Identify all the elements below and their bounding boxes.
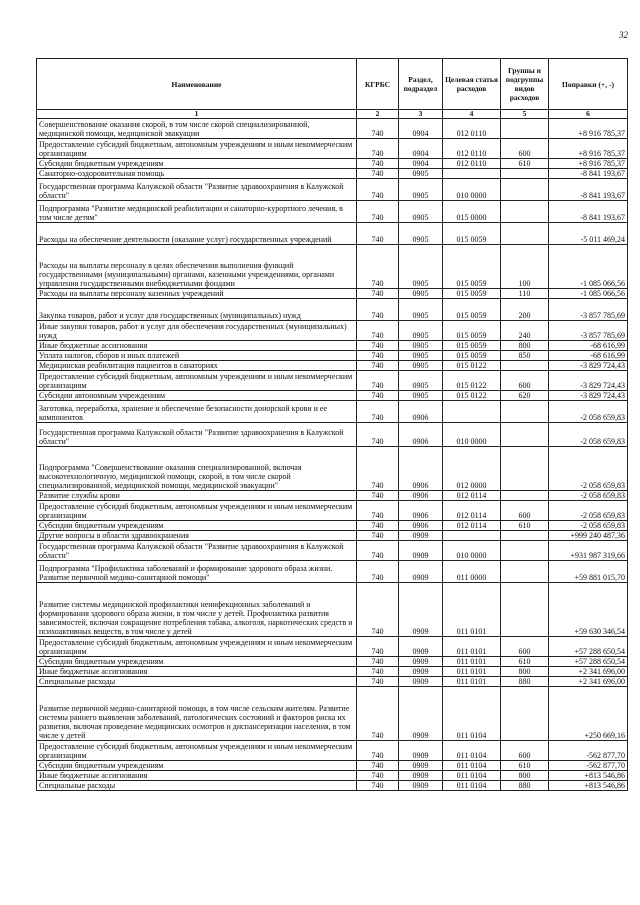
row-name-cell: Иные бюджетные ассигнования <box>37 341 357 351</box>
row-section-cell: 0905 <box>399 289 443 299</box>
row-kgrbs-cell: 740 <box>357 159 399 169</box>
row-target-article-cell: 015 0059 <box>443 223 501 245</box>
table-row <box>37 761 628 771</box>
row-expense-type-cell: 600 <box>501 139 549 159</box>
row-kgrbs-cell: 740 <box>357 341 399 351</box>
row-section-cell: 0905 <box>399 201 443 223</box>
row-target-article-cell: 015 0059 <box>443 245 501 289</box>
row-amendment-cell: +8 916 785,37 <box>549 119 628 139</box>
table-row <box>37 677 628 687</box>
table-body <box>37 119 628 791</box>
row-target-article-cell: 012 0110 <box>443 139 501 159</box>
row-target-article-cell: 011 0101 <box>443 667 501 677</box>
table-row <box>37 561 628 583</box>
row-name-cell: Заготовка, переработка, хранение и обеспечение безопасности донорской крови и ее компонентов <box>37 401 357 423</box>
row-kgrbs-cell: 740 <box>357 491 399 501</box>
row-name-cell: Закупка товаров, работ и услуг для государственных (муниципальных) нужд <box>37 299 357 321</box>
row-target-article-cell: 011 0104 <box>443 761 501 771</box>
row-name-cell: Предоставление субсидий бюджетным, автономным учреждениям и иным некоммерческим организациям <box>37 501 357 521</box>
row-expense-type-cell: 610 <box>501 521 549 531</box>
row-name-cell: Расходы на выплаты персоналу в целях обеспечения выполнения функций государственными (муниципальными) органами, казенными учреждениями, органами управления государственными внебюджетными фондами <box>37 245 357 289</box>
row-amendment-cell: -68 616,99 <box>549 341 628 351</box>
row-section-cell: 0909 <box>399 657 443 667</box>
row-kgrbs-cell: 740 <box>357 541 399 561</box>
row-name-cell: Предоставление субсидий бюджетным, автономным учреждениям и иным некоммерческим организациям <box>37 637 357 657</box>
row-target-article-cell: 010 0000 <box>443 179 501 201</box>
row-target-article-cell: 015 0059 <box>443 341 501 351</box>
row-section-cell: 0904 <box>399 139 443 159</box>
row-kgrbs-cell: 740 <box>357 371 399 391</box>
row-section-cell: 0909 <box>399 667 443 677</box>
table-row <box>37 687 628 741</box>
row-expense-type-cell <box>501 169 549 179</box>
row-target-article-cell: 010 0000 <box>443 423 501 447</box>
table-row <box>37 741 628 761</box>
row-expense-type-cell: 620 <box>501 391 549 401</box>
row-kgrbs-cell: 740 <box>357 423 399 447</box>
row-target-article-cell: 011 0104 <box>443 741 501 761</box>
row-kgrbs-cell: 740 <box>357 321 399 341</box>
row-section-cell: 0905 <box>399 223 443 245</box>
row-expense-type-cell: 200 <box>501 299 549 321</box>
row-expense-type-cell <box>501 401 549 423</box>
row-kgrbs-cell: 740 <box>357 761 399 771</box>
row-amendment-cell: -1 085 066,56 <box>549 289 628 299</box>
row-amendment-cell: -3 857 785,69 <box>549 299 628 321</box>
row-kgrbs-cell: 740 <box>357 201 399 223</box>
row-kgrbs-cell: 740 <box>357 289 399 299</box>
row-section-cell: 0906 <box>399 423 443 447</box>
row-name-cell: Специальные расходы <box>37 781 357 791</box>
row-expense-type-cell <box>501 447 549 491</box>
row-section-cell: 0909 <box>399 741 443 761</box>
row-kgrbs-cell: 740 <box>357 531 399 541</box>
row-name-cell: Предоставление субсидий бюджетным, автономным учреждениям и иным некоммерческим организациям <box>37 371 357 391</box>
row-section-cell: 0905 <box>399 169 443 179</box>
table-row <box>37 423 628 447</box>
row-expense-type-cell: 610 <box>501 657 549 667</box>
table-row <box>37 321 628 341</box>
row-amendment-cell: -2 058 659,83 <box>549 401 628 423</box>
table-row <box>37 447 628 491</box>
row-target-article-cell: 012 0110 <box>443 119 501 139</box>
row-amendment-cell: -3 829 724,43 <box>549 371 628 391</box>
row-kgrbs-cell: 740 <box>357 771 399 781</box>
row-section-cell: 0909 <box>399 541 443 561</box>
row-name-cell: Совершенствование оказания скорой, в том числе скорой специализированной, медицинской помощи, медицинской эвакуации <box>37 119 357 139</box>
row-amendment-cell: -3 829 724,43 <box>549 391 628 401</box>
row-target-article-cell: 012 0114 <box>443 521 501 531</box>
row-kgrbs-cell: 740 <box>357 781 399 791</box>
row-amendment-cell: +813 546,86 <box>549 771 628 781</box>
column-number: 3 <box>399 110 443 119</box>
row-kgrbs-cell: 740 <box>357 223 399 245</box>
table-row <box>37 771 628 781</box>
table-row <box>37 637 628 657</box>
row-kgrbs-cell: 740 <box>357 401 399 423</box>
budget-table <box>36 58 628 791</box>
row-amendment-cell: +8 916 785,37 <box>549 159 628 169</box>
row-section-cell: 0905 <box>399 371 443 391</box>
row-section-cell: 0905 <box>399 351 443 361</box>
column-number: 5 <box>501 110 549 119</box>
row-amendment-cell: +2 341 696,00 <box>549 667 628 677</box>
row-target-article-cell: 011 0104 <box>443 781 501 791</box>
row-expense-type-cell: 850 <box>501 351 549 361</box>
table-row <box>37 501 628 521</box>
row-name-cell: Государственная программа Калужской области "Развитие здравоохранения в Калужской области" <box>37 423 357 447</box>
row-target-article-cell: 012 0000 <box>443 447 501 491</box>
table-row <box>37 491 628 501</box>
row-name-cell: Подпрограмма "Совершенствование оказания специализированной, включая высокотехнологичную, медицинской помощи, скорой, в том числе скорой специализированной, медицинской помощи, медицинской эвакуации" <box>37 447 357 491</box>
row-kgrbs-cell: 740 <box>357 447 399 491</box>
row-expense-type-cell <box>501 531 549 541</box>
row-expense-type-cell: 600 <box>501 371 549 391</box>
row-kgrbs-cell: 740 <box>357 687 399 741</box>
row-section-cell: 0905 <box>399 179 443 201</box>
row-expense-type-cell: 610 <box>501 761 549 771</box>
row-target-article-cell: 015 0059 <box>443 321 501 341</box>
column-number-row <box>37 110 628 119</box>
table-row <box>37 179 628 201</box>
row-name-cell: Расходы на обеспечение деятельности (оказание услуг) государственных учреждений <box>37 223 357 245</box>
row-name-cell: Субсидии бюджетным учреждениям <box>37 761 357 771</box>
row-name-cell: Развитие первичной медико-санитарной помощи, в том числе сельским жителям. Развитие системы раннего выявления заболеваний, патологических состояний и факторов риска их развития, включая проведение медицинских осмотров и диспансеризации населения, в том числе у детей <box>37 687 357 741</box>
row-section-cell: 0909 <box>399 771 443 781</box>
row-kgrbs-cell: 740 <box>357 667 399 677</box>
row-expense-type-cell <box>501 119 549 139</box>
row-target-article-cell: 010 0000 <box>443 541 501 561</box>
row-kgrbs-cell: 740 <box>357 169 399 179</box>
row-amendment-cell: -5 011 469,24 <box>549 223 628 245</box>
row-target-article-cell: 015 0122 <box>443 391 501 401</box>
row-expense-type-cell <box>501 687 549 741</box>
row-name-cell: Иные закупки товаров, работ и услуг для обеспечения государственных (муниципальных) нужд <box>37 321 357 341</box>
column-number: 4 <box>443 110 501 119</box>
row-amendment-cell: -562 877,70 <box>549 741 628 761</box>
row-name-cell: Государственная программа Калужской области "Развитие здравоохранения в Калужской области" <box>37 179 357 201</box>
table-row <box>37 667 628 677</box>
row-target-article-cell: 015 0000 <box>443 201 501 223</box>
row-expense-type-cell <box>501 541 549 561</box>
table-row <box>37 341 628 351</box>
row-section-cell: 0909 <box>399 677 443 687</box>
row-kgrbs-cell: 740 <box>357 637 399 657</box>
row-target-article-cell: 011 0101 <box>443 583 501 637</box>
row-section-cell: 0905 <box>399 321 443 341</box>
row-amendment-cell: -68 616,99 <box>549 351 628 361</box>
row-expense-type-cell <box>501 583 549 637</box>
header-name: Наименование <box>37 59 357 110</box>
row-name-cell: Расходы на выплаты персоналу казенных учреждений <box>37 289 357 299</box>
row-kgrbs-cell: 740 <box>357 521 399 531</box>
row-kgrbs-cell: 740 <box>357 179 399 201</box>
table-row <box>37 119 628 139</box>
row-amendment-cell: -2 058 659,83 <box>549 447 628 491</box>
page-number: 32 <box>619 30 628 40</box>
row-amendment-cell: -2 058 659,83 <box>549 423 628 447</box>
row-expense-type-cell: 880 <box>501 677 549 687</box>
row-name-cell: Иные бюджетные ассигнования <box>37 771 357 781</box>
row-expense-type-cell <box>501 179 549 201</box>
row-section-cell: 0905 <box>399 361 443 371</box>
row-section-cell: 0905 <box>399 299 443 321</box>
row-section-cell: 0909 <box>399 583 443 637</box>
table-row <box>37 583 628 637</box>
row-expense-type-cell: 800 <box>501 341 549 351</box>
row-amendment-cell: -2 058 659,83 <box>549 521 628 531</box>
row-amendment-cell: +57 288 650,54 <box>549 657 628 667</box>
table-row <box>37 391 628 401</box>
table-row <box>37 139 628 159</box>
table-row <box>37 361 628 371</box>
row-kgrbs-cell: 740 <box>357 299 399 321</box>
row-section-cell: 0905 <box>399 245 443 289</box>
table-row <box>37 351 628 361</box>
row-target-article-cell: 015 0059 <box>443 289 501 299</box>
row-kgrbs-cell: 740 <box>357 677 399 687</box>
row-kgrbs-cell: 740 <box>357 351 399 361</box>
row-target-article-cell: 015 0059 <box>443 351 501 361</box>
row-expense-type-cell <box>501 223 549 245</box>
row-kgrbs-cell: 740 <box>357 583 399 637</box>
row-target-article-cell: 011 0101 <box>443 677 501 687</box>
row-target-article-cell: 012 0110 <box>443 159 501 169</box>
row-expense-type-cell: 800 <box>501 771 549 781</box>
header-section: Раздел, подраздел <box>399 59 443 110</box>
row-amendment-cell: +59 630 346,54 <box>549 583 628 637</box>
row-expense-type-cell: 100 <box>501 245 549 289</box>
row-amendment-cell: +8 916 785,37 <box>549 139 628 159</box>
row-section-cell: 0904 <box>399 119 443 139</box>
table-row <box>37 289 628 299</box>
row-section-cell: 0906 <box>399 491 443 501</box>
row-kgrbs-cell: 740 <box>357 361 399 371</box>
row-kgrbs-cell: 740 <box>357 501 399 521</box>
row-target-article-cell: 011 0104 <box>443 771 501 781</box>
row-section-cell: 0909 <box>399 531 443 541</box>
row-name-cell: Специальные расходы <box>37 677 357 687</box>
row-kgrbs-cell: 740 <box>357 245 399 289</box>
row-name-cell: Подпрограмма "Профилактика заболеваний и формирование здорового образа жизни. Развитие первичной медико-санитарной помощи" <box>37 561 357 583</box>
row-name-cell: Государственная программа Калужской области "Развитие здравоохранения в Калужской области" <box>37 541 357 561</box>
row-expense-type-cell <box>501 361 549 371</box>
row-amendment-cell: -562 877,70 <box>549 761 628 771</box>
row-kgrbs-cell: 740 <box>357 561 399 583</box>
row-section-cell: 0909 <box>399 781 443 791</box>
row-amendment-cell: -2 058 659,83 <box>549 491 628 501</box>
table-row <box>37 159 628 169</box>
row-expense-type-cell: 610 <box>501 159 549 169</box>
row-name-cell: Другие вопросы в области здравоохранения <box>37 531 357 541</box>
row-target-article-cell <box>443 169 501 179</box>
row-kgrbs-cell: 740 <box>357 139 399 159</box>
row-expense-type-cell <box>501 423 549 447</box>
header-expense-type: Группы и подгруппы видов расходов <box>501 59 549 110</box>
header-kgrbs: КГРБС <box>357 59 399 110</box>
row-name-cell: Развитие службы крови <box>37 491 357 501</box>
row-target-article-cell: 011 0000 <box>443 561 501 583</box>
row-expense-type-cell: 600 <box>501 501 549 521</box>
table-row <box>37 541 628 561</box>
row-amendment-cell: +931 987 319,66 <box>549 541 628 561</box>
table-row <box>37 531 628 541</box>
row-name-cell: Субсидии автономным учреждениям <box>37 391 357 401</box>
row-kgrbs-cell: 740 <box>357 391 399 401</box>
row-section-cell: 0909 <box>399 761 443 771</box>
row-kgrbs-cell: 740 <box>357 657 399 667</box>
row-section-cell: 0906 <box>399 521 443 531</box>
row-name-cell: Развитие системы медицинской профилактики неинфекционных заболеваний и формирования здорового образа жизни, в том числе у детей. Профилактика развития зависимостей, включая сокращение потребления табака, алкоголя, наркотических средств и психоактивных веществ, в том числе у детей <box>37 583 357 637</box>
table-row <box>37 245 628 289</box>
row-amendment-cell: -2 058 659,83 <box>549 501 628 521</box>
row-section-cell: 0906 <box>399 447 443 491</box>
row-name-cell: Подпрограмма "Развитие медицинской реабилитации и санаторно-курортного лечения, в том числе детям" <box>37 201 357 223</box>
row-amendment-cell: +250 669,16 <box>549 687 628 741</box>
row-amendment-cell: +2 341 696,00 <box>549 677 628 687</box>
row-target-article-cell: 011 0101 <box>443 657 501 667</box>
row-name-cell: Субсидии бюджетным учреждениям <box>37 657 357 667</box>
row-section-cell: 0906 <box>399 401 443 423</box>
row-amendment-cell: -1 085 066,56 <box>549 245 628 289</box>
row-name-cell: Субсидии бюджетным учреждениям <box>37 521 357 531</box>
row-amendment-cell: +813 546,86 <box>549 781 628 791</box>
row-amendment-cell: +999 240 487,36 <box>549 531 628 541</box>
table-row <box>37 201 628 223</box>
row-target-article-cell: 012 0114 <box>443 501 501 521</box>
row-name-cell: Уплата налогов, сборов и иных платежей <box>37 351 357 361</box>
row-name-cell: Субсидии бюджетным учреждениям <box>37 159 357 169</box>
row-amendment-cell: -8 841 193,67 <box>549 169 628 179</box>
row-section-cell: 0909 <box>399 561 443 583</box>
row-kgrbs-cell: 740 <box>357 119 399 139</box>
row-kgrbs-cell: 740 <box>357 741 399 761</box>
row-expense-type-cell: 800 <box>501 667 549 677</box>
header-row <box>37 59 628 110</box>
row-amendment-cell: -3 857 785,69 <box>549 321 628 341</box>
row-amendment-cell: +57 288 650,54 <box>549 637 628 657</box>
row-target-article-cell: 012 0114 <box>443 491 501 501</box>
row-name-cell: Предоставление субсидий бюджетным, автономным учреждениям и иным некоммерческим организациям <box>37 139 357 159</box>
table-row <box>37 401 628 423</box>
row-expense-type-cell: 110 <box>501 289 549 299</box>
row-target-article-cell <box>443 401 501 423</box>
row-target-article-cell: 015 0122 <box>443 371 501 391</box>
row-target-article-cell: 011 0101 <box>443 637 501 657</box>
row-target-article-cell: 015 0059 <box>443 299 501 321</box>
row-section-cell: 0905 <box>399 341 443 351</box>
row-name-cell: Предоставление субсидий бюджетным, автономным учреждениям и иным некоммерческим организациям <box>37 741 357 761</box>
table-row <box>37 657 628 667</box>
row-name-cell: Медицинская реабилитация пациентов в санаториях <box>37 361 357 371</box>
row-amendment-cell: -8 841 193,67 <box>549 179 628 201</box>
row-expense-type-cell <box>501 561 549 583</box>
column-number: 2 <box>357 110 399 119</box>
table-row <box>37 371 628 391</box>
row-name-cell: Иные бюджетные ассигнования <box>37 667 357 677</box>
table-row <box>37 169 628 179</box>
row-expense-type-cell: 240 <box>501 321 549 341</box>
row-name-cell: Санаторно-оздоровительная помощь <box>37 169 357 179</box>
row-section-cell: 0906 <box>399 501 443 521</box>
row-section-cell: 0904 <box>399 159 443 169</box>
row-section-cell: 0909 <box>399 687 443 741</box>
column-number: 1 <box>37 110 357 119</box>
table-row <box>37 781 628 791</box>
table-row <box>37 521 628 531</box>
header-target-article: Целевая статья расходов <box>443 59 501 110</box>
row-target-article-cell <box>443 531 501 541</box>
row-expense-type-cell: 600 <box>501 637 549 657</box>
row-amendment-cell: +59 881 015,70 <box>549 561 628 583</box>
row-amendment-cell: -8 841 193,67 <box>549 201 628 223</box>
table-row <box>37 299 628 321</box>
row-target-article-cell: 011 0104 <box>443 687 501 741</box>
table-row <box>37 223 628 245</box>
column-number: 6 <box>549 110 628 119</box>
row-amendment-cell: -3 829 724,43 <box>549 361 628 371</box>
header-amendment: Поправки (+, -) <box>549 59 628 110</box>
row-expense-type-cell: 600 <box>501 741 549 761</box>
row-expense-type-cell: 880 <box>501 781 549 791</box>
row-expense-type-cell <box>501 201 549 223</box>
row-target-article-cell: 015 0122 <box>443 361 501 371</box>
row-section-cell: 0909 <box>399 637 443 657</box>
row-expense-type-cell <box>501 491 549 501</box>
row-section-cell: 0905 <box>399 391 443 401</box>
